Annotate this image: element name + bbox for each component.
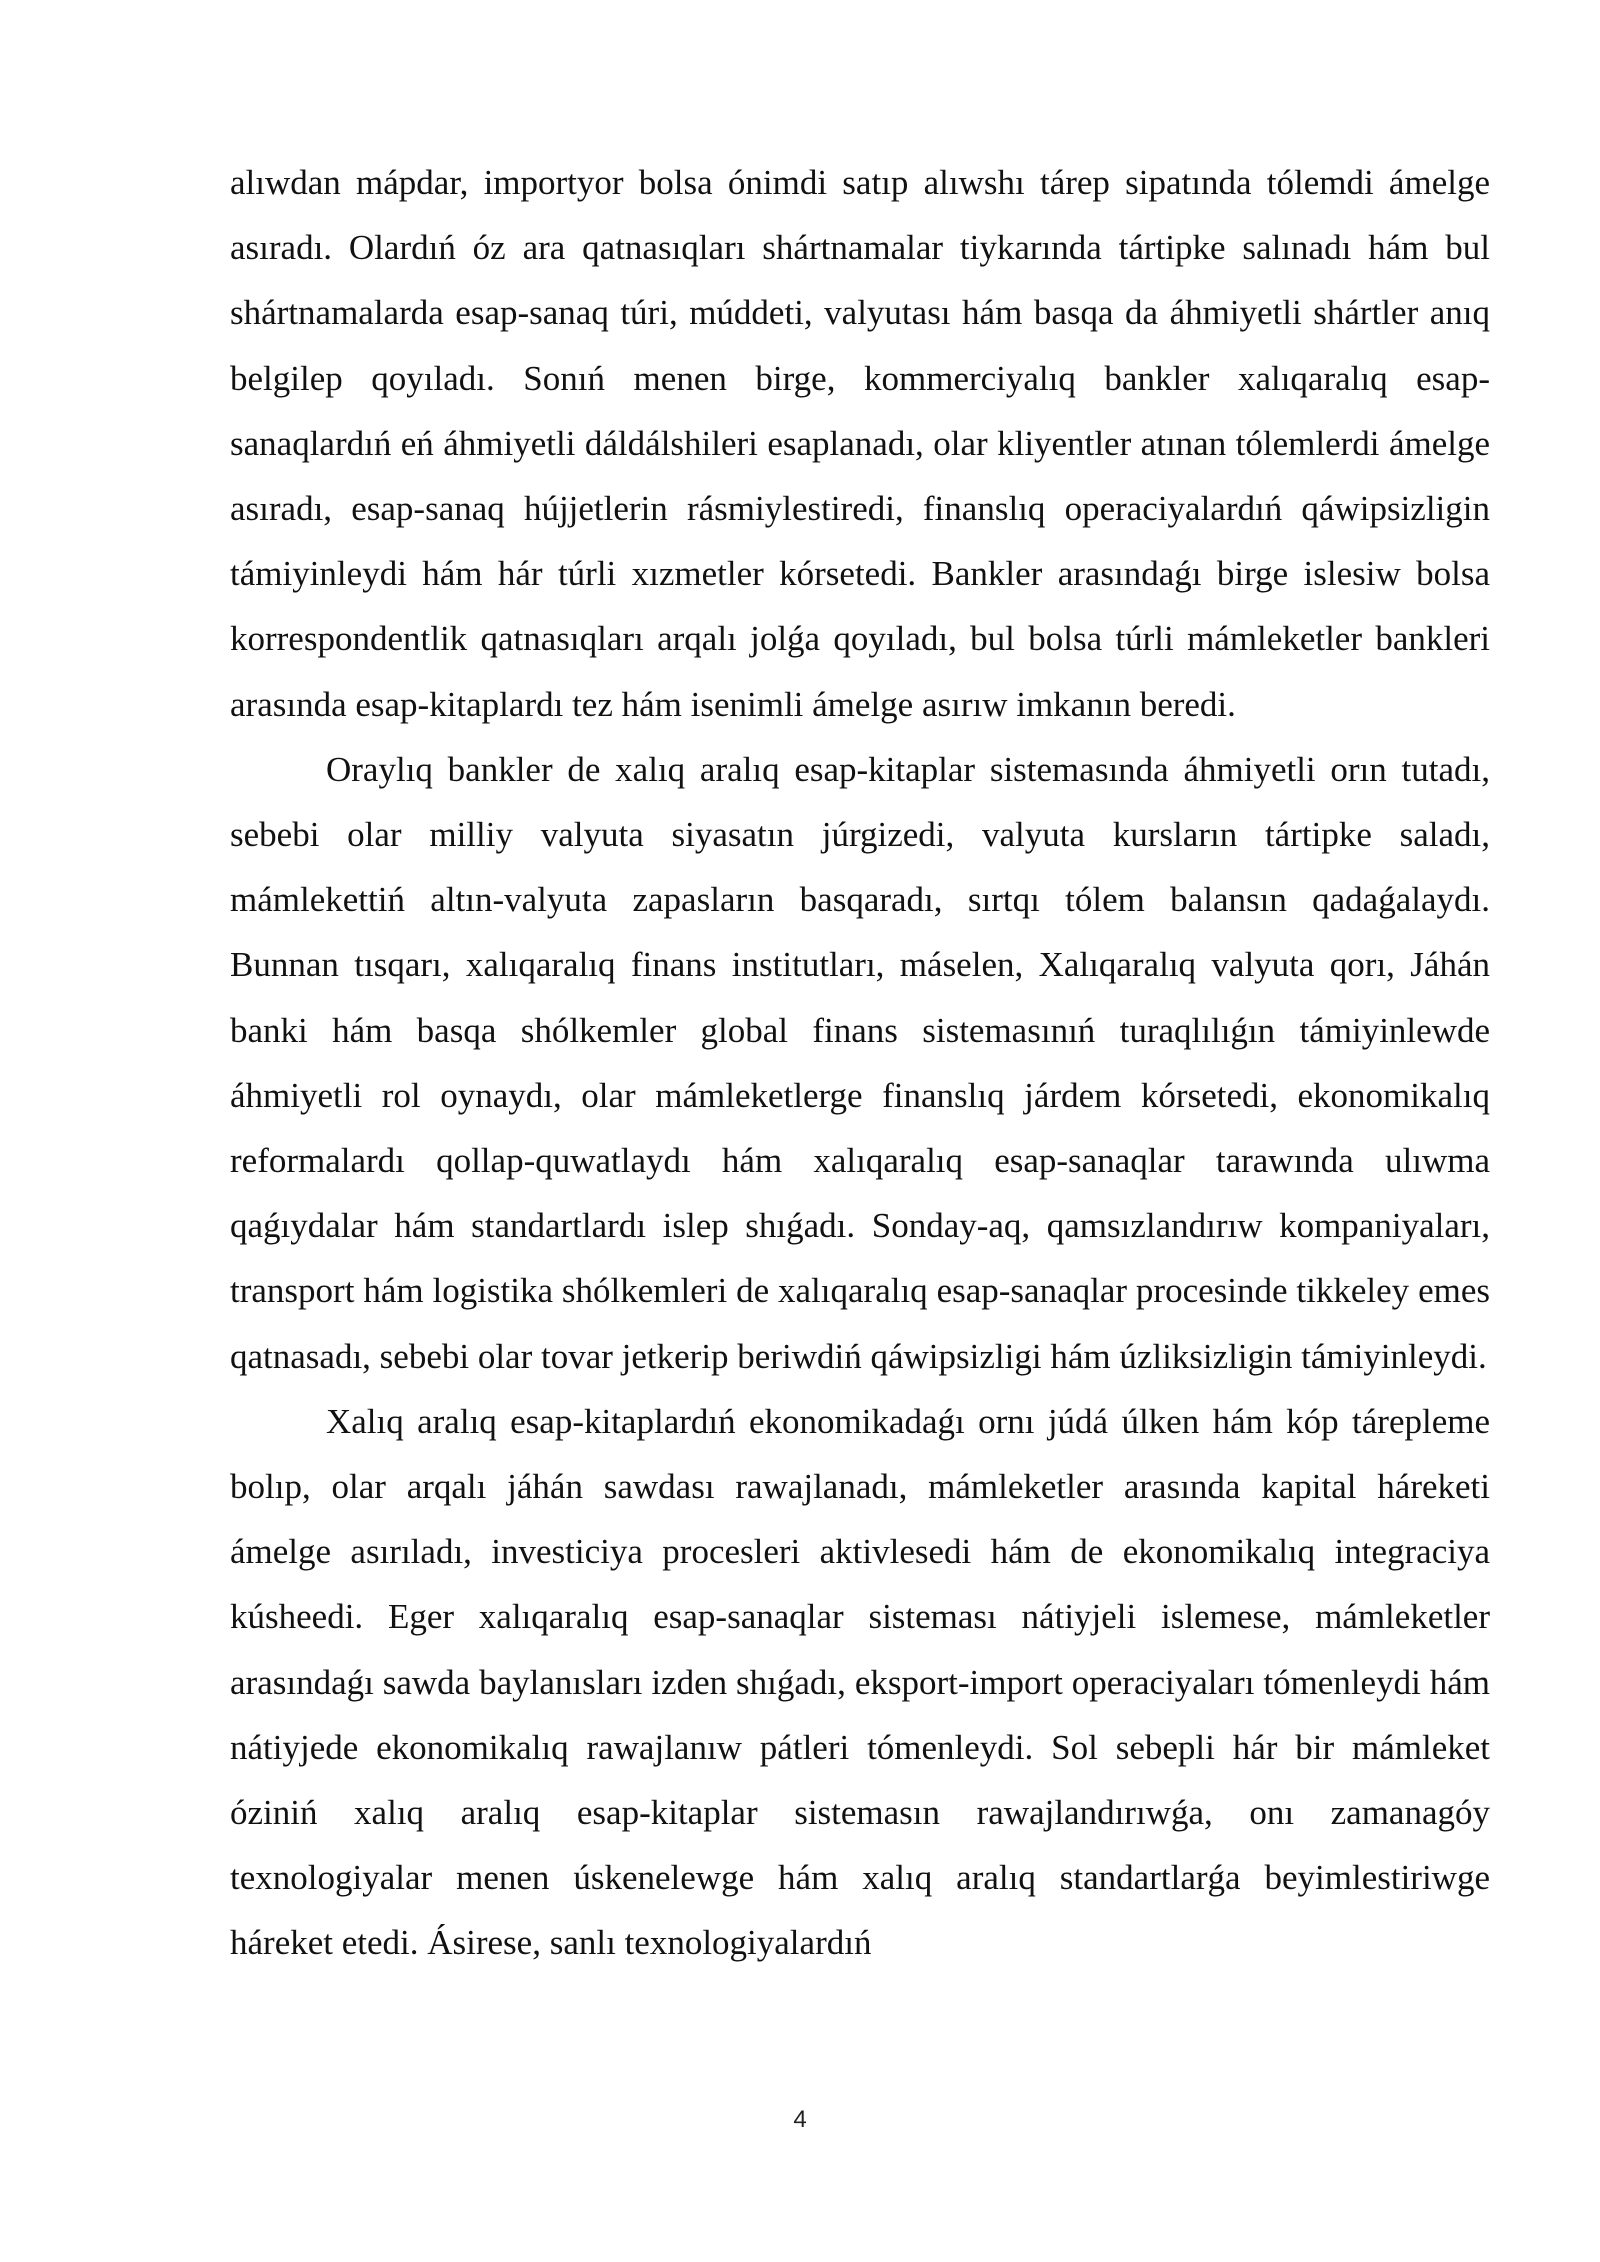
document-body <box>230 150 1490 1976</box>
paragraph-central-banks: Oraylıq bankler de xalıq aralıq esap-kitaplar sistemasında áhmiyetli orın tutadı, sebebi olar milliy valyuta siyasatın júrgizedi, valyuta kursların tártipke saladı, mámlekettiń altın-valyuta zapasların basqaradı, sırtqı tólem balansın qadaǵalaydı. Bunnan tısqarı, xalıqaralıq finans institutları, máselen, Xalıqaralıq valyuta qorı, Jáhán banki hám basqa shólkemler global finans sistemasınıń turaqlılıǵın támiyinlewde áhmiyetli rol oynaydı, olar mámleketlerge finanslıq járdem kórsetedi, ekonomikalıq reformalardı qollap-quwatlaydı hám xalıqaralıq esap-sanaqlar tarawında ulıwma qaǵıydalar hám standartlardı islep shıǵadı. Sonday-aq, qamsızlandırıw kompaniyaları, transport hám logistika shólkemleri de xalıqaralıq esap-sanaqlar procesinde tikkeley emes qatnasadı, sebebi olar tovar jetkerip beriwdiń qáwipsizligi hám úzliksizligin támiyinleydi. <box>230 749 1490 1376</box>
page-number: 4 <box>793 2106 807 2133</box>
paragraph-economic-role: Xalıq aralıq esap-kitaplardıń ekonomikadaǵı ornı júdá úlken hám kóp tárepleme bolıp, olar arqalı jáhán sawdası rawajlanadı, mámleketler arasında kapital háreketi ámelge asırıladı, investiciya procesleri aktivlesedi hám de ekonomikalıq integraciya kúsheedi. Eger xalıqaralıq esap-sanaqlar sisteması nátiyjeli islemese, mámleketler arasındaǵı sawda baylanısları izden shıǵadı, eksport-import operaciyaları tómenleydi hám nátiyjede ekonomikalıq rawajlanıw pátleri tómenleydi. Sol sebepli hár bir mámleket óziniń xalıq aralıq esap-kitaplar sistemasın rawajlandırıwǵa, onı zamanagóy texnologiyalar menen úskenelewge hám xalıq aralıq standartlarǵa beyimlestiriwge háreket etedi. Ásirese, sanlı texnologiyalardıń <box>230 1401 1490 1963</box>
paragraph-continued: alıwdan mápdar, importyor bolsa ónimdi satıp alıwshı tárep sipatında tólemdi ámelge asıradı. Olardıń óz ara qatnasıqları shártnamalar tiykarında tártipke salınadı hám bul shártnamalarda esap-sanaq túri, múddeti, valyutası hám basqa da áhmiyetli shártler anıq belgilep qoyıladı. Sonıń menen birge, kommerciyalıq bankler xalıqaralıq esap-sanaqlardıń eń áhmiyetli dáldálshileri esaplanadı, olar kliyentler atınan tólemlerdi ámelge asıradı, esap-sanaq hújjetlerin rásmiylestiredi, finanslıq operaciyalardıń qáwipsizligin támiyinleydi hám hár túrli xızmetler kórsetedi. Bankler arasındaǵı birge islesiw bolsa korrespondentlik qatnasıqları arqalı jolǵa qoyıladı, bul bolsa túrli mámleketler bankleri arasında esap-kitaplardı tez hám isenimli ámelge asırıw imkanın beredi. <box>230 163 1490 724</box>
